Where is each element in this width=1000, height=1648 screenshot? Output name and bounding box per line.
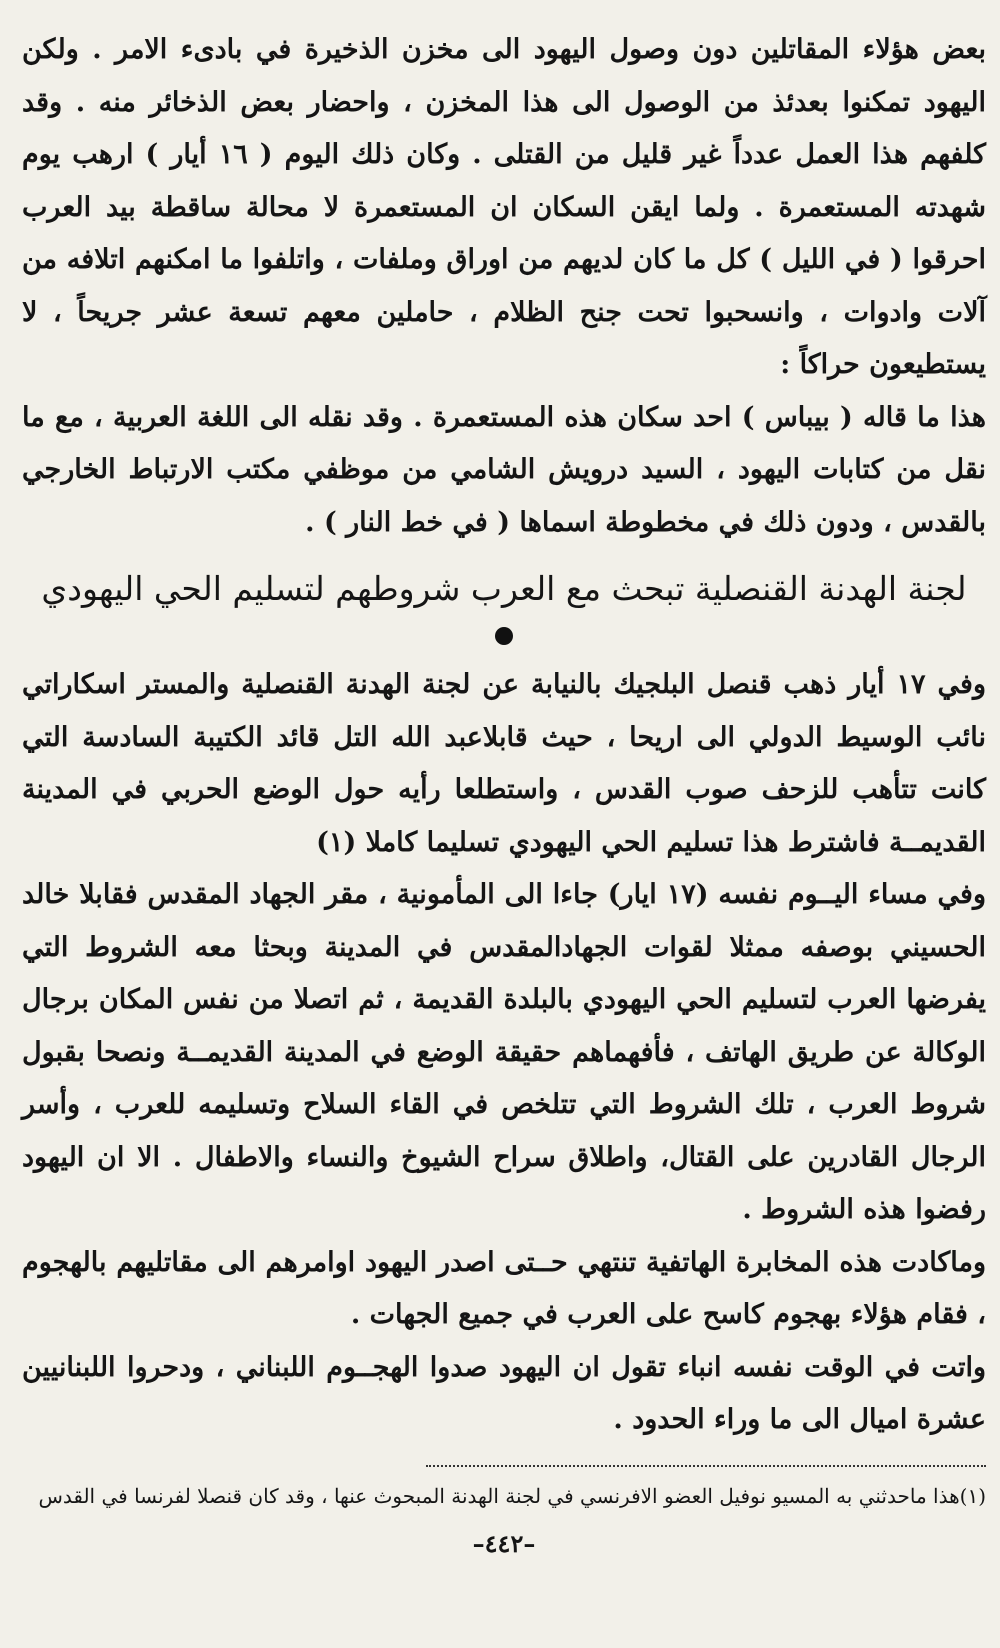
paragraph: واتت في الوقت نفسه انباء تقول ان اليهود صدوا الهجــوم اللبناني ، ودحروا اللبنانيين عشرة اميال الى ما وراء الحدود . [22,1351,986,1435]
paragraph: وفي مساء اليــوم نفسه (١٧ ايار) جاءا الى المأمونية ، مقر الجهاد المقدس فقابلا خالد الحسيني بوصفه ممثلا لقوات الجهادالمقدس في المدينة وبحثا معه الشروط التي يفرضها العرب لتسليم الحي اليهودي بالبلدة القديمة ، ثم اتصلا من نفس المكان برجال الوكالة عن طريق الهاتف ، فأفهماهم حقيقة الوضع في المدينة القديمــة ونصحا بقبول شروط العرب ، تلك الشروط التي تتلخص في القاء السلاح وتسليمه للعرب ، وأسر الرجال القادرين على القتال، واطلاق سراح الشيوخ والنساء والاطفال . الا ان اليهود رفضوا هذه الشروط . [22,879,986,1225]
paragraph: بعض هؤلاء المقاتلين دون وصول اليهود الى مخزن الذخيرة في بادىء الامر . ولكن اليهود تمكنوا بعدئذ من الوصول الى هذا المخزن ، واحضار بعض الذخائر منه . وقد كلفهم هذا العمل عدداً غير قليل من القتلى . وكان ذلك اليوم ( ١٦ أيار ) ارهب يوم شهدته المستعمرة . ولما ايقن السكان ان المستعمرة لا محالة ساقطة بيد العرب احرقوا ( في الليل ) كل ما كان لديهم من اوراق وملفات ، واتلفوا ما امكنهم اتلافه من آلات وادوات ، وانسحبوا تحت جنح الظلام ، حاملين معهم تسعة عشر جريحاً ، لا يستطيعون حراكاً : [22,34,986,380]
section-dot-ornament [495,627,513,645]
footnote: (١)هذا ماحدثني به المسيو نوفيل العضو الافرنسي في لجنة الهدنة المبحوث عنها ، وقد كان قنصلا لفرنسا في القدس [38,1483,986,1508]
section-title: لجنة الهدنة القنصلية تبحث مع العرب شروطهم لتسليم الحي اليهودي [41,569,967,608]
paragraph: هذا ما قاله ( بيباس ) احد سكان هذه المستعمرة . وقد نقله الى اللغة العربية ، مع ما نقل من كتابات اليهود ، السيد درويش الشامي من موظفي مكتب الارتباط الخارجي بالقدس ، ودون ذلك في مخطوطة اسماها ( في خط النار ) . [22,401,986,538]
footnote-divider [426,1465,986,1467]
page-number: –٤٤٢– [472,1528,536,1558]
paragraph: وفي ١٧ أيار ذهب قنصل البلجيك بالنيابة عن لجنة الهدنة القنصلية والمستر اسكاراتي نائب الوسيط الدولي الى اريحا ، حيث قابلاعبد الله التل قائد الكتيبة السادسة التي كانت تتأهب للزحف صوب القدس ، واستطلعا رأيه حول الوضع الحربي في المدينة القديمــة فاشترط هذا تسليم الحي اليهودي تسليما كاملا (١) [22,669,986,858]
paragraph: وماكادت هذه المخابرة الهاتفية تنتهي حــتى اصدر اليهود اوامرهم الى مقاتليهم بالهجوم ، فقام هؤلاء بهجوم كاسح على العرب في جميع الجهات . [22,1246,986,1330]
